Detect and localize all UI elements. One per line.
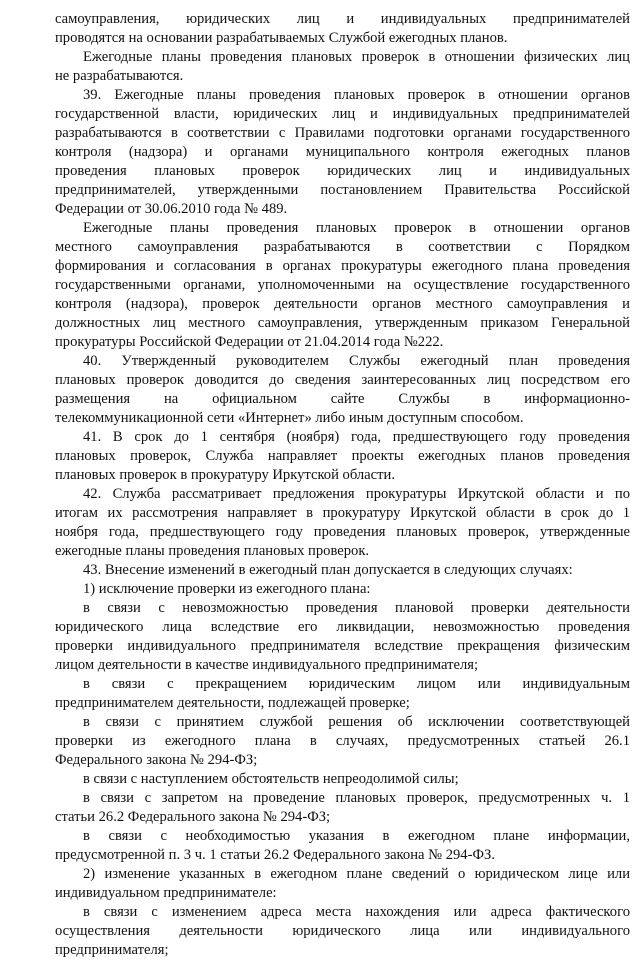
paragraph-3-line-1: местного самоуправления разрабатываются в соответствии с Порядком [55,239,630,255]
paragraph-2-line-6: Федерации от 30.06.2010 года № 489. [55,201,288,217]
paragraph-9-line-2: проверки индивидуального предпринимателя вследствие прекращения физическим [55,638,630,654]
paragraph-5-line-2: плановых проверок в прокуратуру Иркутской области. [55,467,395,483]
paragraph-0-line-0: самоуправления, юридических лиц и индивидуальных предпринимателей [55,11,630,27]
paragraph-8-line-0: 1) исключение проверки из ежегодного плана: [83,581,371,597]
paragraph-4-line-1: плановых проверок доводится до сведения заинтересованных лиц посредством его [55,372,630,388]
paragraph-3-line-5: должностных лиц местного самоуправления, утвержденным приказом Генеральной [55,315,630,331]
paragraph-4-line-3: телекоммуникационной сети «Интернет» либо иным доступным способом. [55,410,524,426]
paragraph-9-line-3: лицом деятельности в качестве индивидуального предпринимателя; [55,657,479,673]
paragraph-10-line-1: предпринимателем деятельности, подлежащей проверке; [55,695,410,711]
paragraph-11-line-0: в связи с принятием службой решения об исключении соответствующей [83,714,630,730]
paragraph-15-line-1: индивидуальном предпринимателе: [55,885,277,901]
paragraph-3-line-3: государственными органами, уполномоченными на осуществление государственного [55,277,630,293]
paragraph-11-line-1: проверки из ежегодного плана в случаях, предусмотренных статьей 26.1 [55,733,630,749]
paragraph-6-line-0: 42. Служба рассматривает предложения прокуратуры Иркутской области и по [83,486,630,502]
paragraph-2-line-0: 39. Ежегодные планы проведения плановых проверок в отношении органов [83,87,630,103]
paragraph-14-line-0: в связи с необходимостью указания в ежегодном плане информации, [83,828,630,844]
paragraph-3-line-0: Ежегодные планы проведения плановых проверок в отношении органов [83,220,630,236]
paragraph-12-line-0: в связи с наступлением обстоятельств непреодолимой силы; [83,771,459,787]
paragraph-9-line-0: в связи с невозможностью проведения плановой проверки деятельности [83,600,630,616]
paragraph-2-line-1: государственной власти, юридических лиц и индивидуальных предпринимателей [55,106,630,122]
paragraph-16-line-0: в связи с изменением адреса места нахождения или адреса фактического [83,904,630,920]
paragraph-15-line-0: 2) изменение указанных в ежегодном плане сведений о юридическом лице или [83,866,630,882]
paragraph-2-line-4: проведения плановых проверок юридических лиц и индивидуальных [55,163,630,179]
paragraph-6-line-1: итогам их рассмотрения направляет в прокуратуру Иркутской области в срок до 1 [55,505,630,521]
paragraph-16-line-2: предпринимателя; [55,942,169,958]
paragraph-2-line-3: контроля (надзора) и органами муниципального контроля ежегодных планов [55,144,630,160]
paragraph-16-line-1: осуществления деятельности юридического лица или индивидуального [55,923,630,939]
paragraph-6-line-2: ноября года, предшествующего году проведения плановых проверок, утвержденные [55,524,630,540]
paragraph-3-line-2: формирования и согласования в органах прокуратуры ежегодного плана проведения [55,258,630,274]
paragraph-4-line-2: размещения на официальном сайте Службы в информационно- [55,391,630,407]
paragraph-3-line-6: прокуратуры Российской Федерации от 21.04.2014 года №222. [55,334,444,350]
paragraph-9-line-1: юридического лица вследствие его ликвидации, невозможностью проведения [55,619,630,635]
paragraph-14-line-1: предусмотренной п. 3 ч. 1 статьи 26.2 Федерального закона № 294-ФЗ. [55,847,495,863]
paragraph-2-line-5: предпринимателей, утвержденными постановлением Правительства Российской [55,182,630,198]
paragraph-13-line-0: в связи с запретом на проведение плановых проверок, предусмотренных ч. 1 [83,790,630,806]
paragraph-1-line-0: Ежегодные планы проведения плановых проверок в отношении физических лиц [83,49,630,65]
paragraph-7-line-0: 43. Внесение изменений в ежегодный план допускается в следующих случаях: [83,562,573,578]
paragraph-11-line-2: Федерального закона № 294-ФЗ; [55,752,258,768]
paragraph-10-line-0: в связи с прекращением юридическим лицом или индивидуальным [83,676,630,692]
paragraph-0-line-1: проводятся на основании разрабатываемых Службой ежегодных планов. [55,30,508,46]
paragraph-3-line-4: контроля (надзора), проверок деятельности органов местного самоуправления и [55,296,630,312]
paragraph-13-line-1: статьи 26.2 Федерального закона № 294-ФЗ; [55,809,331,825]
paragraph-2-line-2: разрабатываются в соответствии с Правилами подготовки органами государственного [55,125,630,141]
paragraph-5-line-0: 41. В срок до 1 сентября (ноября) года, предшествующего году проведения [83,429,630,445]
paragraph-4-line-0: 40. Утвержденный руководителем Службы ежегодный план проведения [83,353,630,369]
paragraph-6-line-3: ежегодные планы проведения плановых проверок. [55,543,370,559]
paragraph-5-line-1: плановых проверок, Служба направляет проекты ежегодных планов проведения [55,448,630,464]
paragraph-1-line-1: не разрабатываются. [55,68,184,84]
